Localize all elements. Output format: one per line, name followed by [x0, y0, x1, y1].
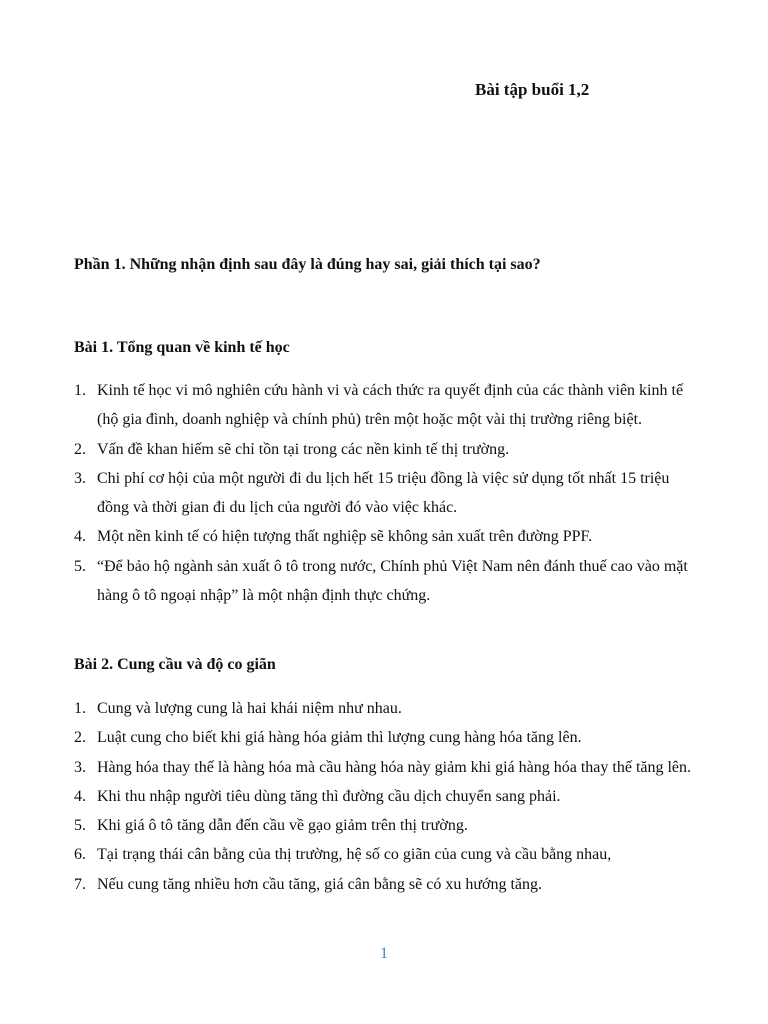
document-title: Bài tập buổi 1,2	[475, 80, 590, 99]
question-text: Khi thu nhập người tiêu dùng tăng thì đường cầu dịch chuyển sang phải.	[97, 787, 561, 805]
question-number: 5.	[74, 817, 86, 835]
question-number: 4.	[74, 528, 86, 546]
section-2-heading: Bài 2. Cung cầu và độ co giãn	[74, 656, 276, 673]
part-1-heading: Phần 1. Những nhận định sau đây là đúng hay sai, giải thích tại sao?	[74, 256, 541, 273]
question-item	[74, 870, 698, 899]
question-text: Hàng hóa thay thế là hàng hóa mà cầu hàng hóa này giảm khi giá hàng hóa thay thế tăng lên.	[97, 758, 692, 776]
question-text: Tại trạng thái cân bằng của thị trường, hệ số co giãn của cung và cầu bằng nhau,	[97, 846, 612, 864]
question-text: Luật cung cho biết khi giá hàng hóa giảm thì lượng cung hàng hóa tăng lên.	[97, 729, 582, 747]
question-number: 6.	[74, 846, 86, 864]
question-text: Chi phí cơ hội của một người đi du lịch hết 15 triệu đồng là việc sử dụng tốt nhất 15 triệu đồng và thời gian đi du lịch của người đó vào việc khác.	[97, 469, 670, 517]
question-number: 7.	[74, 875, 86, 893]
question-number: 2.	[74, 440, 86, 458]
question-number: 4.	[74, 787, 86, 805]
question-text: Kinh tế học vi mô nghiên cứu hành vi và cách thức ra quyết định của các thành viên kinh tế (hộ gia đình, doanh nghiệp và chính phủ) trên một hoặc một vài thị trường riêng biệt.	[97, 382, 684, 429]
question-text: Khi giá ô tô tăng dẫn đến cầu về gạo giảm trên thị trường.	[97, 817, 468, 835]
question-number: 5.	[74, 557, 86, 575]
section-1-question-list	[74, 376, 698, 610]
question-text: Vấn đề khan hiếm sẽ chỉ tồn tại trong các nền kinh tế thị trường.	[97, 440, 510, 458]
question-item	[74, 811, 698, 840]
question-item	[74, 694, 698, 723]
question-text: “Để bảo hộ ngành sản xuất ô tô trong nước, Chính phủ Việt Nam nên đánh thuế cao vào mặt hàng ô tô ngoại nhập” là một nhận định thực chứng.	[97, 557, 688, 605]
question-number: 3.	[74, 758, 86, 776]
question-item	[74, 464, 698, 523]
question-item	[74, 552, 698, 611]
page-number: 1	[380, 945, 388, 962]
question-item	[74, 782, 698, 811]
section-1-heading: Bài 1. Tổng quan về kinh tế học	[74, 339, 290, 356]
question-number: 1.	[74, 700, 86, 717]
question-item	[74, 522, 698, 551]
question-number: 1.	[74, 382, 86, 399]
section-2-question-list	[74, 694, 698, 899]
question-item	[74, 723, 698, 752]
question-text: Một nền kinh tế có hiện tượng thất nghiệp sẽ không sản xuất trên đường PPF.	[97, 528, 593, 546]
question-item	[74, 753, 698, 782]
question-item	[74, 840, 698, 869]
question-text: Cung và lượng cung là hai khái niệm như nhau.	[97, 700, 402, 717]
question-item	[74, 376, 698, 435]
question-item	[74, 435, 698, 464]
question-number: 3.	[74, 469, 86, 487]
question-number: 2.	[74, 729, 86, 747]
question-text: Nếu cung tăng nhiều hơn cầu tăng, giá cân bằng sẽ có xu hướng tăng.	[97, 875, 543, 893]
